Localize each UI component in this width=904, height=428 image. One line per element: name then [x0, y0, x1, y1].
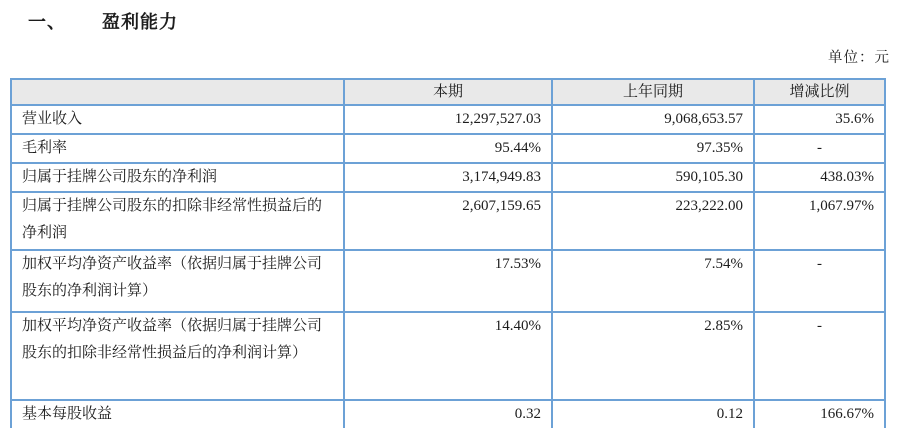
- cell-current: 12,297,527.03: [344, 105, 552, 134]
- cell-current: 0.32: [344, 400, 552, 428]
- table-row-operating-revenue: [11, 105, 885, 134]
- table-row-weighted-roe-excl-nonrecurring: [11, 312, 885, 400]
- table-header-row: [11, 79, 885, 105]
- cell-change: -: [754, 312, 885, 400]
- cell-prior: 590,105.30: [552, 163, 754, 192]
- row-label: 加权平均净资产收益率（依据归属于挂牌公司股东的净利润计算）: [11, 250, 344, 312]
- table-row-net-profit: [11, 163, 885, 192]
- cell-change: 35.6%: [754, 105, 885, 134]
- row-label: 归属于挂牌公司股东的净利润: [11, 163, 344, 192]
- col-header-indicator: [11, 79, 344, 105]
- profitability-table: [10, 78, 886, 428]
- table-row-weighted-roe: [11, 250, 885, 312]
- row-label: 加权平均净资产收益率（依据归属于挂牌公司股东的扣除非经常性损益后的净利润计算）: [11, 312, 344, 400]
- cell-current: 14.40%: [344, 312, 552, 400]
- cell-current: 2,607,159.65: [344, 192, 552, 250]
- section-title-text: 盈利能力: [102, 12, 178, 32]
- col-header-change-ratio: 增减比例: [754, 79, 885, 105]
- cell-current: 3,174,949.83: [344, 163, 552, 192]
- row-label: 毛利率: [11, 134, 344, 163]
- cell-change: -: [754, 134, 885, 163]
- table-row-basic-eps: [11, 400, 885, 428]
- section-title: [28, 8, 178, 34]
- cell-current: 95.44%: [344, 134, 552, 163]
- cell-prior: 9,068,653.57: [552, 105, 754, 134]
- cell-prior: 7.54%: [552, 250, 754, 312]
- row-label: 基本每股收益: [11, 400, 344, 428]
- col-header-prior-period: 上年同期: [552, 79, 754, 105]
- cell-prior: 97.35%: [552, 134, 754, 163]
- cell-prior: 2.85%: [552, 312, 754, 400]
- section-number: 一、: [28, 12, 66, 32]
- cell-prior: 223,222.00: [552, 192, 754, 250]
- cell-current: 17.53%: [344, 250, 552, 312]
- table-row-gross-margin: [11, 134, 885, 163]
- cell-change: 1,067.97%: [754, 192, 885, 250]
- cell-change: 166.67%: [754, 400, 885, 428]
- row-label: 归属于挂牌公司股东的扣除非经常性损益后的净利润: [11, 192, 344, 250]
- cell-change: 438.03%: [754, 163, 885, 192]
- col-header-current-period: 本期: [344, 79, 552, 105]
- row-label: 营业收入: [11, 105, 344, 134]
- cell-prior: 0.12: [552, 400, 754, 428]
- table-row-net-profit-excl-nonrecurring: [11, 192, 885, 250]
- unit-label: 单位：元: [828, 50, 890, 66]
- cell-change: -: [754, 250, 885, 312]
